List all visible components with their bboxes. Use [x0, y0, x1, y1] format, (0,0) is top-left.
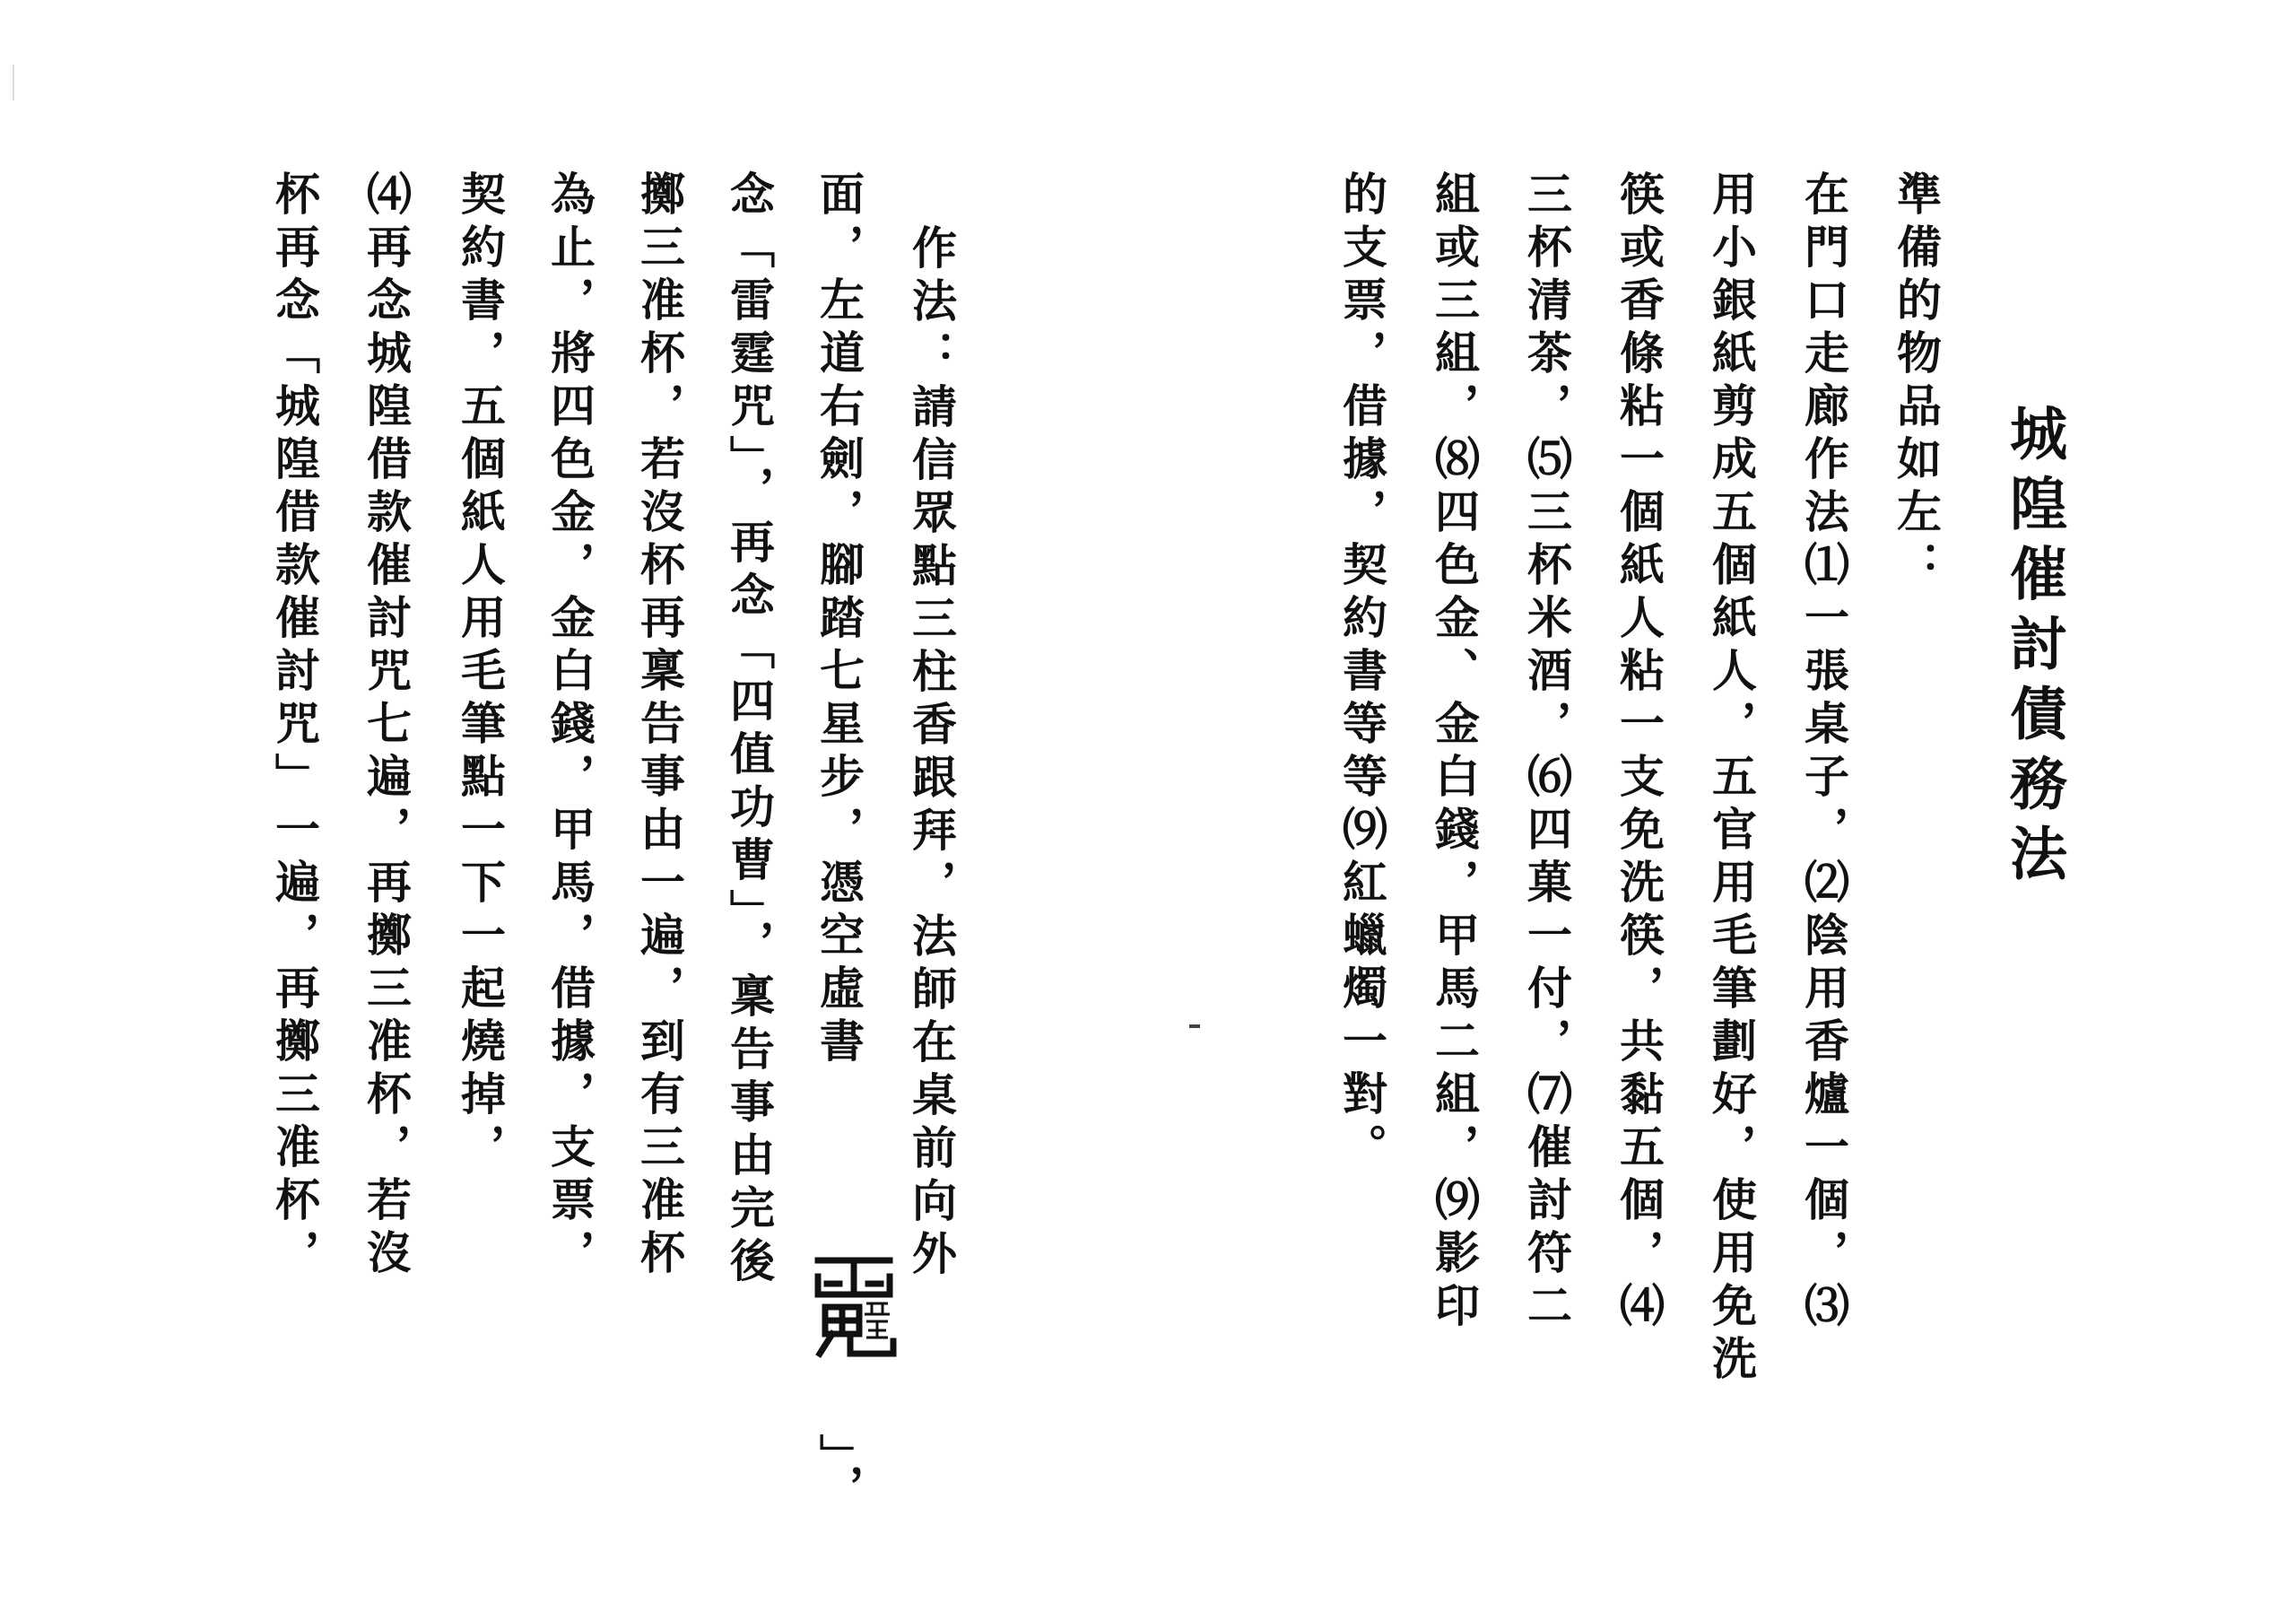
- left-col-1: 作法：請信眾點三柱香跟拜，法師在桌前向外: [905, 224, 958, 1283]
- right-col-7: 的支票，借據，契約書等等⑼紅蠟燭一對。: [1335, 170, 1388, 1176]
- left-col-8: 杯再念「城隍借款催討咒」一遍，再擲三准杯，: [268, 170, 321, 1282]
- right-col-5: 三杯清茶，⑸三杯米酒，⑹四菓一付，⑺催討符二: [1520, 170, 1573, 1335]
- left-col-4: 擲三准杯，若沒杯再稟告事由一遍，到有三准杯: [633, 170, 686, 1282]
- right-col-2: 在門口走廊作法⑴一張桌子，⑵陰用香爐一個，⑶: [1797, 170, 1850, 1335]
- center-scan-mark: [1189, 1024, 1200, 1028]
- left-col-3: 念「雷霆咒」，再念「四值功曹」，稟告事由完後: [723, 170, 776, 1290]
- right-col-6: 組或三組，⑻四色金、金白錢，甲馬二組，⑼影印: [1428, 170, 1481, 1335]
- page-title: 城隍催討債務法: [2000, 404, 2067, 893]
- left-col-7: ⑷再念城隍借款催討咒七遍，再擲三准杯，若沒: [360, 170, 413, 1282]
- left-col-2-tail: 」，: [813, 1434, 865, 1517]
- left-col-2: 面，左道右劍，腳踏七星步，憑空虛書: [813, 170, 865, 1070]
- right-col-4: 筷或香條粘一個紙人粘一支免洗筷，共黏五個，⑷: [1613, 170, 1665, 1335]
- right-col-3: 用小銀紙剪成五個紙人，五官用毛筆劃好，使用免洗: [1705, 170, 1758, 1388]
- right-page: [1148, 0, 2296, 1621]
- scan-edge-mark: [13, 65, 14, 100]
- left-col-6: 契約書，五個紙人用毛筆點一下一起燒掉，: [454, 170, 507, 1176]
- left-col-5: 為止，將四色金，金白錢，甲馬，借據，支票，: [544, 170, 596, 1282]
- right-col-1: 準備的物品如左：: [1890, 170, 1943, 594]
- talisman-glyph-icon: [807, 1251, 901, 1359]
